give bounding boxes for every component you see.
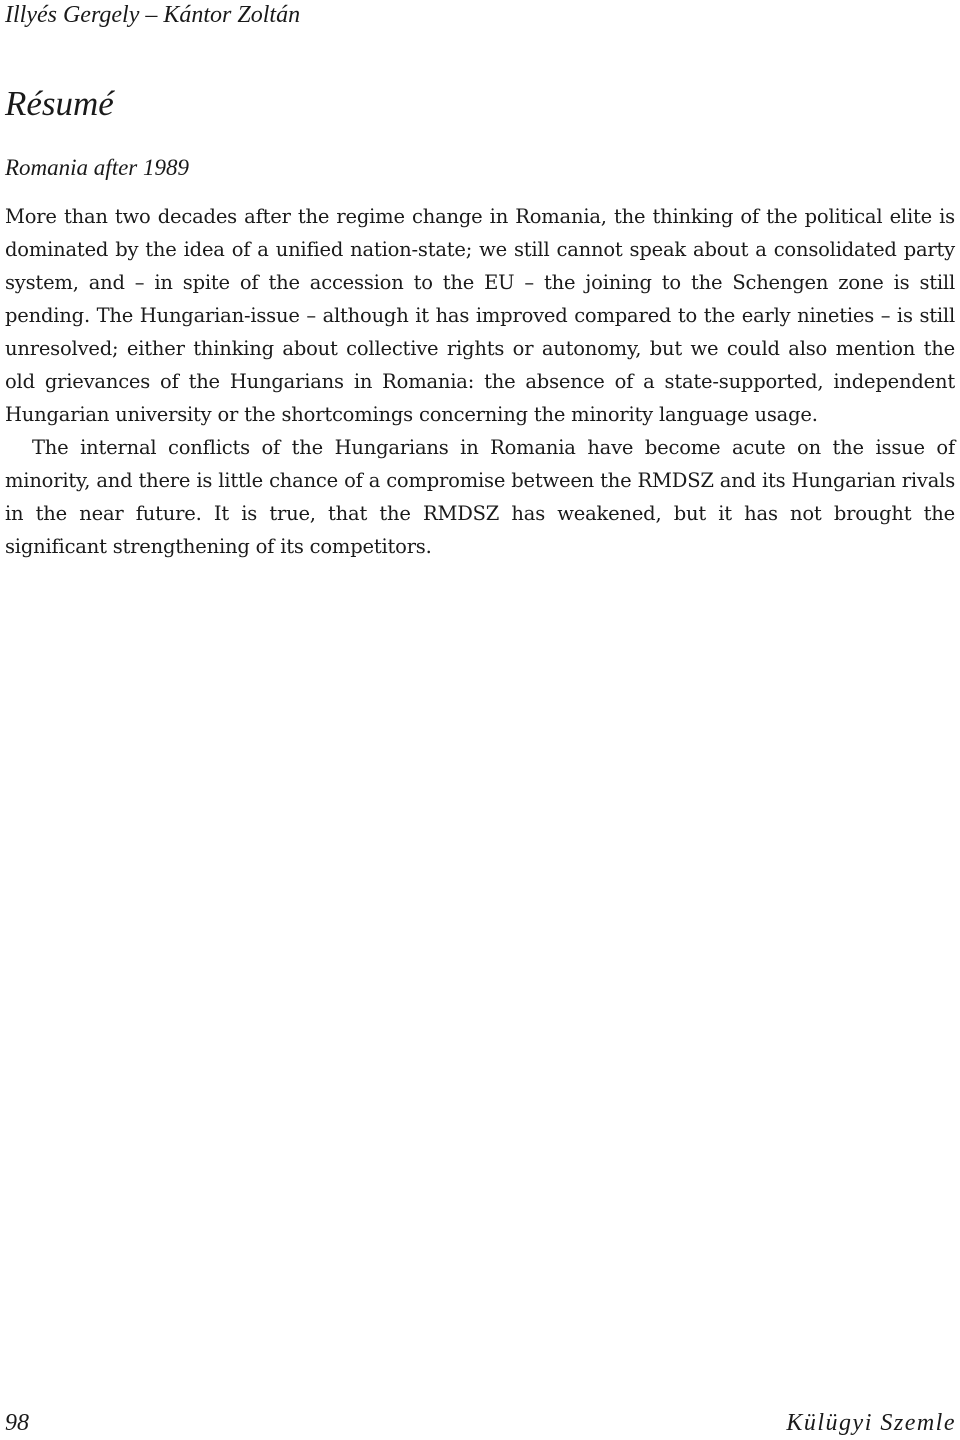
paragraph-2: The internal conflicts of the Hungarians in Romania have become acute on the issue of minority, and there is little chance of a compromise between the RMDSZ and its Hungarian rivals in the near future. It is true, that the RMDSZ has weakened, but it has not brought the significant strengthening of its competitors. <box>5 436 955 558</box>
section-subtitle: Romania after 1989 <box>5 155 189 180</box>
journal-name: Külügyi Szemle <box>786 1410 956 1436</box>
page-number: 98 <box>5 1410 29 1436</box>
paragraph-1: More than two decades after the regime change in Romania, the thinking of the political elite is dominated by the idea of a unified nation-state; we still cannot speak about a consolidated party system, and – in spite of the accession to the EU – the joining to the Schengen zone is still pending. The Hungarian-issue – although it has improved compared to the early nineties – is still unresolved; either thinking about collective rights or autonomy, but we could also mention the old grievances of the Hungarians in Romania: the absence of a state-supported, independent Hungarian university or the shortcomings concerning the minority language usage. <box>5 205 955 426</box>
running-header-authors: Illyés Gergely – Kántor Zoltán <box>5 2 301 28</box>
body-text <box>5 200 955 563</box>
section-title: Résumé <box>5 84 114 123</box>
